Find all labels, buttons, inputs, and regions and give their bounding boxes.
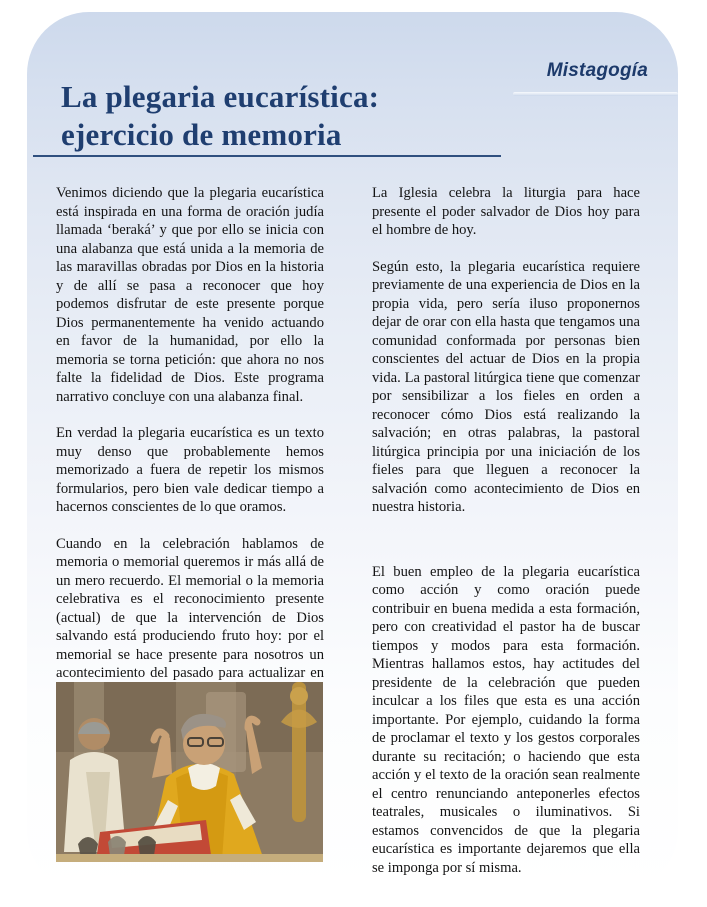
page-title-line2: ejercicio de memoria bbox=[61, 117, 342, 152]
paragraph: Cuando en la celebración hablamos de memoria o memorial queremos ir más allá de un mero recuerdo. El memorial o la memoria celebrativa es el reconocimiento presente (actual) de que la intervención de Dios salvando está produciendo fruto hoy: por el memorial se hace presente para nosotros un acontecimiento del pasado para actualizar en bbox=[56, 535, 324, 681]
paragraph: Según esto, la plegaria eucarística requiere previamente de una experiencia de Dios en la propia vida, pero sería iluso proponernos dejar de orar con ella hasta que tengamos una comunidad conformada por personas bien conscientes del actuar de Dios en la propia vida. La pastoral litúrgica tiene que comenzar por sensibilizar a los fieles en orden a reconocer cómo Dios está realizando la salvación; en otras palabras, la pastoral litúrgica principia por una iniciación de los fieles para que lleguen a reconocer la salvación como acontecimiento de Dios en nuestra historia. bbox=[372, 258, 640, 515]
right-column bbox=[372, 184, 640, 895]
paragraph: En verdad la plegaria eucarística es un texto muy denso que probablemente hemos memorizado a fuera de repetir los mismos formularios, pero bien vale dedicar tiempo a hacernos conscientes de lo que oramos. bbox=[56, 425, 324, 515]
magazine-section-label: Mistagogía bbox=[546, 60, 648, 81]
title-underline bbox=[33, 155, 501, 157]
paragraph: La Iglesia celebra la liturgia para hace presente el poder salvador de Dios hoy para el hombre de hoy. bbox=[372, 185, 640, 238]
left-column bbox=[56, 184, 324, 719]
page-title-line1: La plegaria eucarística: bbox=[61, 79, 380, 114]
paragraph: El buen empleo de la plegaria eucarística como acción y como oración puede contribuir en buena medida a esta formación, pero con creatividad el pastor ha de buscar tiempos y modos para esta formación. Mientras hallamos estos, hay actitudes del presidente de la celebración que pueden inculcar a los files que esta es una acción importante. Por ejemplo, cuidando la forma de proclamar el texto y los gestos corporales durante su recitación; o haciendo que esta acción y el texto de la oración sean realmente el centro renunciando anteponerles efectos teatrales, musicales o iluminativos. Si estamos convencidos de que la plegaria eucarística es importante dejaremos que ella se imponga por sí misma. bbox=[372, 563, 640, 876]
page-title bbox=[61, 78, 531, 154]
mass-photo-illustration bbox=[56, 682, 323, 862]
mass-celebration-photo bbox=[56, 682, 323, 862]
section-label-divider bbox=[513, 92, 678, 96]
page-card bbox=[27, 12, 678, 893]
paragraph: Venimos diciendo que la plegaria eucarística está inspirada en una forma de oración judía llamada ‘beraká’ y que por ello se inicia con una alabanza que está unida a la memoria de las maravillas obradas por Dios en la historia y de allí se pasa a reconocer que hoy podemos disfrutar de este presente porque Dios permanentemente ha venido actuando en favor de la humanidad, por ello la memoria se torna petición: que ahora no nos falte la fidelidad de Dios. Este programa narrativo concluye con una alabanza final. bbox=[56, 185, 324, 405]
